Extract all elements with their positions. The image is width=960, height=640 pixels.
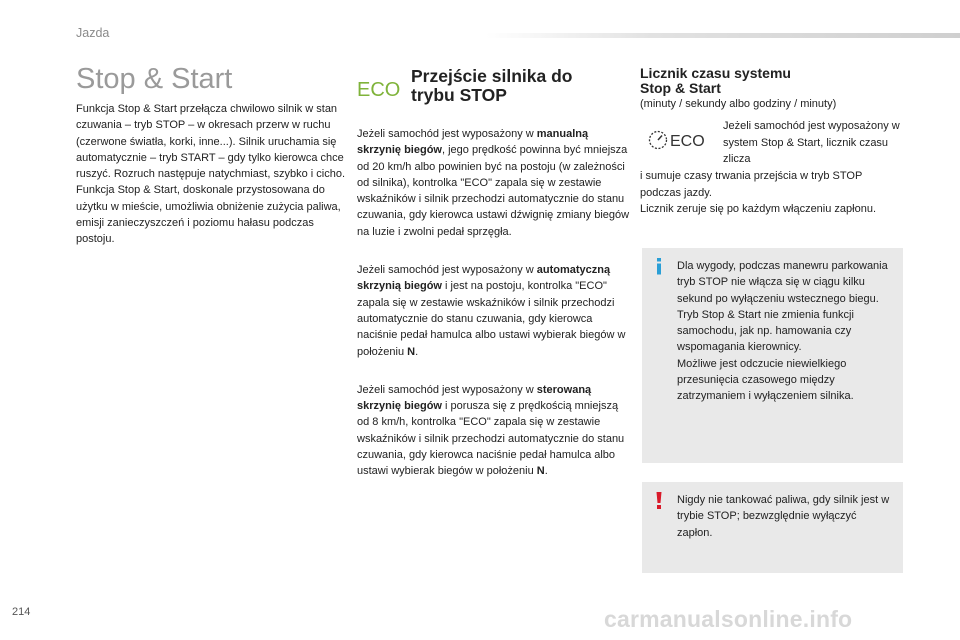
- header-bar: [486, 33, 960, 38]
- warning-box: [642, 482, 903, 573]
- info-text-1: Dla wygody, podczas manewru parkowania tryb STOP nie włącza się w ciągu kilku sekund po wyłączeniu wstecznego biegu.: [677, 260, 888, 305]
- timer-reset-text: Licznik zeruje się po każdym włączeniu zapłonu.: [640, 202, 877, 215]
- stop-mode-heading-line2: trybu STOP: [411, 85, 507, 105]
- manual-gearbox-paragraph: Jeżeli samochód jest wyposażony w manualną skrzynię biegów, jego prędkość powinna być mniejsza od 20 km/h albo powinien być na postoju (w zależności od silnika), kontrolka "ECO" zapala się w zestawie wskaźników i silnik przechodzi automatycznie do stanu czuwania, gdy kierowca ustawi dźwignię zmiany biegów na luzie i zwolni pedał sprzęgła.: [357, 128, 630, 238]
- info-text-2: Tryb Stop & Start nie zmienia funkcji samochodu, jak np. hamowania czy wspomagania kierownicy.: [677, 308, 854, 354]
- page-number: 214: [12, 606, 31, 618]
- eco-timer-label: ECO: [670, 133, 705, 151]
- warning-icon: [650, 491, 668, 509]
- timer-section: [640, 66, 905, 217]
- automatic-gearbox-paragraph: Jeżeli samochód jest wyposażony w automatyczną skrzynią biegów i jest na postoju, kontrolka "ECO" zapala się w zestawie wskaźników i silnik przechodzi automatycznie do stanu czuwania, gdy kierowca naciśnie pedał hamulca albo ustawi wybierak biegów w położeniu N.: [357, 264, 626, 358]
- section-title: Jazda: [76, 26, 110, 40]
- stop-start-intro: [76, 60, 351, 248]
- timer-sum-text: i sumuje czasy trwania przejścia w tryb STOP podczas jazdy.: [640, 170, 863, 199]
- info-text-3: Możliwe jest odczucie niewielkiego przesunięcia czasowego między zatrzymaniem i wyłączeniem silnika.: [677, 357, 854, 403]
- watermark: carmanualsonline.info: [604, 606, 853, 632]
- stop-mode-heading: [411, 67, 572, 105]
- info-box: [642, 248, 903, 463]
- timer-description: Jeżeli samochód jest wyposażony w system Stop & Start, licznik czasu zlicza: [723, 120, 900, 165]
- timer-heading-line1: Licznik czasu systemu: [640, 65, 791, 81]
- stop-mode-section: [357, 60, 632, 480]
- stop-mode-heading-line1: Przejście silnika do: [411, 66, 573, 86]
- warning-text: Nigdy nie tankować paliwa, gdy silnik jest w trybie STOP; bezwzględnie wyłączyć zapłon.: [677, 494, 890, 539]
- eco-icon: [357, 77, 402, 101]
- page-title: Stop & Start: [76, 63, 233, 95]
- timer-heading-line2: Stop & Start: [640, 80, 721, 96]
- info-icon: [650, 257, 668, 275]
- eco-icon-label: ECO: [357, 79, 401, 101]
- timer-heading: [640, 66, 905, 96]
- robotised-gearbox-paragraph: Jeżeli samochód jest wyposażony w sterowaną skrzynię biegów i porusza się z prędkością mniejszą od 8 km/h, kontrolka "ECO" zapala się w zestawie wskaźników i silnik przechodzi automatycznie do stanu czuwania, gdy kierowca naciśnie pedał hamulca albo ustawi wybierak biegów w położeniu N.: [357, 383, 625, 478]
- intro-paragraph: Funkcja Stop & Start przełącza chwilowo silnik w stan czuwania – tryb STOP – w okresach przerw w ruchu (czerwone światła, korki, inne...). Silnik uruchamia się automatycznie – tryb START – gdy tylko kierowca chce ruszyć. Rozruch następuje natychmiast, szybko i cicho. Funkcja Stop & Start, doskonale przystosowana do użytku w mieście, umożliwia obniżenie zużycia paliwa, emisji zanieczyszczeń i poziomu hałasu podczas postoju.: [76, 103, 346, 246]
- timer-units: (minuty / sekundy albo godziny / minuty): [640, 98, 837, 110]
- eco-timer-icon: [648, 128, 706, 152]
